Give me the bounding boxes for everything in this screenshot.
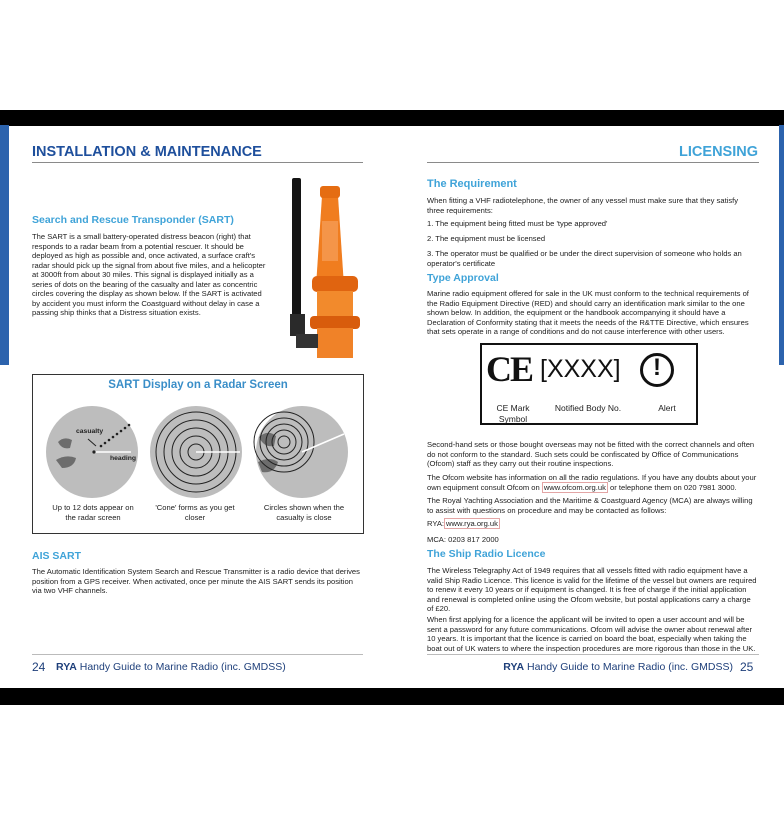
requirement-heading: The Requirement [427, 178, 517, 190]
left-footer-brand: RYA [56, 661, 77, 673]
right-edge-tab [779, 125, 784, 365]
ofcom-pre: The Ofcom website has information on all the radio regulations. If you have any doubts about your own equipment consult Ofcom on [427, 473, 757, 492]
type-approval-heading: Type Approval [427, 272, 499, 284]
type-approval-body: Marine radio equipment offered for sale in the UK must conform to the technical requirements of the Radio Equipment Directive (RED) and should carry an identification mark similar to the one shown below. In addition, the equipment or the handbook accompanying it should have a Declaration of Conformity stating that it meets the needs of the R&TTE Directive, which ensures that sets operate in a range of conditions and do not cause interference with other users. [427, 289, 749, 336]
right-page-number: 25 [740, 660, 754, 674]
ofcom-post: or telephone them on 020 7981 3000. [610, 482, 737, 492]
ais-heading: AIS SART [32, 550, 82, 562]
right-title-rule [427, 162, 759, 163]
left-title-rule [32, 162, 363, 163]
rya-link[interactable]: www.rya.org.uk [446, 519, 498, 528]
radar-dots-icon [46, 406, 138, 498]
radar-cone-icon [150, 406, 242, 498]
left-edge-tab [0, 125, 9, 365]
sart-heading: Search and Rescue Transponder (SART) [32, 214, 234, 226]
right-footer-guide: Handy Guide to Marine Radio (inc. GMDSS) [527, 661, 733, 673]
second-hand-body: Second-hand sets or those bought overseas may not be fitted with the correct channels and often do not conform to the standard. Such sets could be confiscated by Office of Communications (Ofcom) staff as they carry out their routine inspections. [427, 440, 755, 468]
ofcom-link[interactable]: www.ofcom.org.uk [543, 482, 606, 492]
right-footer-brand: RYA [503, 661, 525, 673]
radar-illustrations [44, 402, 354, 500]
radar-caption-3: Circles shown when the casualty is close [263, 503, 345, 522]
requirement-1: 1. The equipment being fitted must be 'type approved' [427, 219, 608, 228]
licence-heading: The Ship Radio Licence [427, 548, 546, 560]
alert-glyph: ! [653, 354, 661, 381]
alert-label: Alert [658, 403, 676, 413]
rya-mca-body: The Royal Yachting Association and the Maritime & Coastguard Agency (MCA) are always willing to assist with questions on procedure and may be contacted as follows: [427, 496, 753, 515]
right-footer-rule [427, 654, 759, 655]
top-black-bar [0, 110, 784, 126]
radar-caption-1: Up to 12 dots appear on the radar screen [52, 503, 134, 522]
right-section-title: LICENSING [679, 144, 758, 160]
right-footer-title [480, 661, 733, 673]
ce-mark-label: CE Mark Symbol [496, 403, 530, 424]
radar-circles-icon [254, 406, 348, 498]
licence-body-1: The Wireless Telegraphy Act of 1949 requires that all vessels fitted with radio equipment have a valid Ship Radio Licence. This licence is valid for the lifetime of the vessel but owners are required to renew it every 10 years or if equipment is changed. It is free of charge if the initial application and renewal is completed online using the Ofcom website, but postal applications carry a charge of £20. [427, 566, 757, 613]
bottom-black-bar [0, 688, 784, 705]
radar-caption-2: 'Cone' forms as you get closer [155, 503, 235, 522]
label-heading: heading [110, 455, 137, 462]
rya-label: RYA: [427, 519, 445, 528]
left-page-number: 24 [32, 660, 46, 674]
left-footer-rule [32, 654, 363, 655]
left-footer-title [56, 661, 286, 673]
ofcom-paragraph [427, 473, 759, 492]
radar-box-title: SART Display on a Radar Screen [108, 379, 288, 391]
ais-body: The Automatic Identification System Search and Rescue Transmitter is a radio device that derives position from a GPS receiver. When activated, once per minute the AIS SART sends its position via two VHF channels. [32, 567, 360, 595]
requirement-2: 2. The equipment must be licensed [427, 234, 546, 243]
ce-mark-icon: CE [486, 349, 533, 389]
requirement-intro: When fitting a VHF radiotelephone, the owner of any vessel must make sure that they satisfy three requirements: [427, 196, 739, 215]
rya-line [427, 519, 500, 529]
label-casualty: casualty [76, 428, 104, 435]
requirement-3: 3. The operator must be qualified or be under the direct supervision of someone who holds an operator's certificate [427, 249, 742, 268]
notified-body-label: Notified Body No. [554, 403, 622, 413]
sart-body: The SART is a small battery-operated distress beacon (right) that responds to a radar beam from a potential rescuer. It should be deployed as high as possible and, once activated, a surface craft's radar should pick up the signal from about five miles, and a helicopter at 3000ft from about 30 miles. This signal is displayed initially as a series of dots on the bearing of the casualty and later as concentric circles covering the display as shown below. If the SART is activated by accident you must inform the Coastguard without delay in case a passing ship thinks that a Distress situation exists. [32, 232, 266, 317]
mca-line: MCA: 0203 817 2000 [427, 535, 499, 544]
notified-body-glyph: [XXXX] [540, 355, 621, 383]
licence-body-2: When first applying for a licence the applicant will be invited to open a user account and will be sent a password for any future communications. Ofcom will advise the owner about renewal after 10 years. It is important that the licence is carried on board the boat, especially when taking the boat out of UK waters to where the inspection procedures are more rigorous than those in the UK. [427, 615, 756, 653]
left-footer-guide: Handy Guide to Marine Radio (inc. GMDSS) [79, 661, 286, 673]
left-section-title: INSTALLATION & MAINTENANCE [32, 144, 262, 160]
sart-beacon-photo [284, 176, 368, 366]
